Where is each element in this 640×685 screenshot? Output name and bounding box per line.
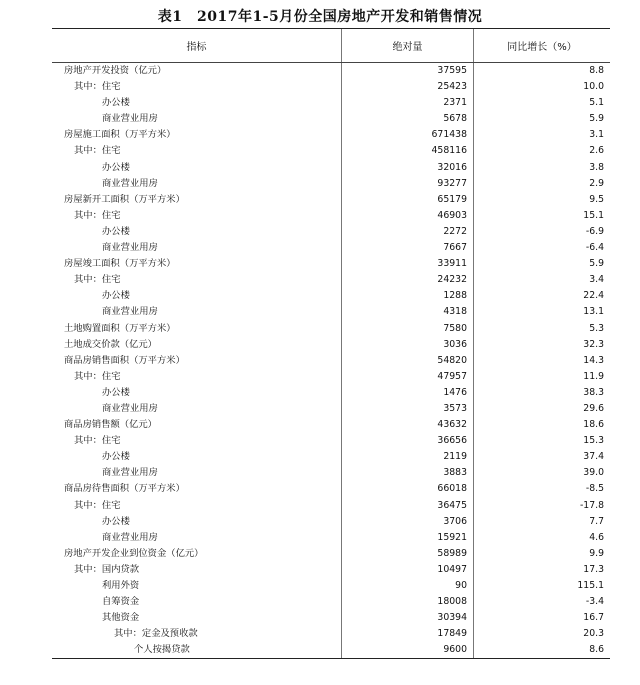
table-row bbox=[52, 127, 610, 143]
row-absolute-value: 17849 bbox=[342, 626, 474, 642]
table-row bbox=[52, 642, 610, 658]
header-growth: 同比增长（%） bbox=[507, 42, 577, 53]
table-row bbox=[52, 514, 610, 530]
row-label: 房屋竣工面积（万平方米） bbox=[52, 256, 342, 272]
row-growth-value: -17.8 bbox=[579, 499, 604, 511]
row-label: 其中：住宅 bbox=[52, 272, 342, 288]
row-label: 其中：定金及预收款 bbox=[52, 626, 342, 642]
row-growth-value: 8.8 bbox=[589, 65, 604, 76]
row-growth-value: 15.1 bbox=[583, 209, 604, 221]
row-growth-value: 20.3 bbox=[583, 628, 604, 640]
row-absolute-value: 458116 bbox=[342, 143, 474, 159]
row-label: 商业营业用房 bbox=[52, 401, 342, 417]
row-growth-value: 10.0 bbox=[583, 81, 604, 93]
row-absolute-value: 5678 bbox=[342, 111, 474, 127]
row-label: 商业营业用房 bbox=[52, 465, 342, 481]
table-row bbox=[52, 626, 610, 642]
row-label: 利用外资 bbox=[52, 578, 342, 594]
row-absolute-value: 58989 bbox=[342, 546, 474, 562]
row-label: 土地购置面积（万平方米） bbox=[52, 321, 342, 337]
row-absolute-value: 36475 bbox=[342, 498, 474, 514]
row-growth-value: 3.1 bbox=[589, 129, 604, 141]
row-growth-value: -8.5 bbox=[585, 483, 604, 495]
row-absolute-value: 3706 bbox=[342, 514, 474, 530]
table-row bbox=[52, 353, 610, 369]
row-label: 商业营业用房 bbox=[52, 176, 342, 192]
row-label: 办公楼 bbox=[52, 160, 342, 176]
table-row bbox=[52, 288, 610, 304]
table-row bbox=[52, 111, 610, 127]
table-row bbox=[52, 79, 610, 95]
table-row bbox=[52, 95, 610, 111]
row-absolute-value: 37595 bbox=[342, 63, 474, 79]
row-growth-value: 37.4 bbox=[583, 451, 604, 463]
row-label: 房屋新开工面积（万平方米） bbox=[52, 192, 342, 208]
row-absolute-value: 671438 bbox=[342, 127, 474, 143]
row-absolute-value: 43632 bbox=[342, 417, 474, 433]
row-label: 其中：住宅 bbox=[52, 79, 342, 95]
table-row bbox=[52, 63, 610, 79]
table-row bbox=[52, 272, 610, 288]
row-label: 其他资金 bbox=[52, 610, 342, 626]
row-growth-value: 16.7 bbox=[583, 612, 604, 624]
row-growth-value: 22.4 bbox=[583, 290, 604, 302]
row-label: 办公楼 bbox=[52, 449, 342, 465]
table-row bbox=[52, 369, 610, 385]
row-absolute-value: 47957 bbox=[342, 369, 474, 385]
row-growth-value: 3.4 bbox=[589, 274, 604, 286]
row-growth-value: 39.0 bbox=[583, 467, 604, 479]
row-absolute-value: 66018 bbox=[342, 481, 474, 497]
row-absolute-value: 65179 bbox=[342, 192, 474, 208]
table-row bbox=[52, 176, 610, 192]
row-growth-value: 9.5 bbox=[589, 193, 604, 205]
table-row bbox=[52, 321, 610, 337]
row-label: 个人按揭贷款 bbox=[52, 642, 342, 658]
table-row bbox=[52, 449, 610, 465]
row-absolute-value: 18008 bbox=[342, 594, 474, 610]
row-label: 办公楼 bbox=[52, 224, 342, 240]
row-growth-value: 17.3 bbox=[583, 563, 604, 575]
row-growth-value: 5.9 bbox=[589, 113, 604, 125]
row-absolute-value: 3883 bbox=[342, 465, 474, 481]
row-growth-value: 38.3 bbox=[583, 386, 604, 398]
table-row bbox=[52, 385, 610, 401]
table-row bbox=[52, 610, 610, 626]
row-growth-value: 2.9 bbox=[589, 177, 604, 189]
table-row bbox=[52, 304, 610, 320]
row-label: 商品房待售面积（万平方米） bbox=[52, 481, 342, 497]
table-title: 表1 2017年1-5月份全国房地产开发和销售情况 bbox=[157, 9, 483, 25]
row-growth-value: 5.3 bbox=[589, 322, 604, 334]
row-label: 商品房销售额（亿元） bbox=[52, 417, 342, 433]
table-row bbox=[52, 530, 610, 546]
row-absolute-value: 54820 bbox=[342, 353, 474, 369]
row-growth-value: 11.9 bbox=[583, 370, 604, 382]
row-growth-value: 15.3 bbox=[583, 435, 604, 447]
data-table bbox=[52, 28, 610, 659]
table-row bbox=[52, 594, 610, 610]
row-label: 商业营业用房 bbox=[52, 530, 342, 546]
table-row bbox=[52, 481, 610, 497]
row-absolute-value: 7580 bbox=[342, 321, 474, 337]
row-absolute-value: 2371 bbox=[342, 95, 474, 111]
table-row bbox=[52, 208, 610, 224]
table-row bbox=[52, 256, 610, 272]
row-label: 商业营业用房 bbox=[52, 240, 342, 256]
header-indicator: 指标 bbox=[52, 29, 342, 62]
row-label: 自筹资金 bbox=[52, 594, 342, 610]
row-label: 办公楼 bbox=[52, 514, 342, 530]
row-growth-value: 3.8 bbox=[589, 161, 604, 173]
row-growth-value: 4.6 bbox=[589, 531, 604, 543]
table-row bbox=[52, 562, 610, 578]
row-growth-value: -6.9 bbox=[585, 225, 604, 237]
table-row bbox=[52, 433, 610, 449]
row-absolute-value: 2119 bbox=[342, 449, 474, 465]
row-absolute-value: 15921 bbox=[342, 530, 474, 546]
row-absolute-value: 93277 bbox=[342, 176, 474, 192]
table-row bbox=[52, 417, 610, 433]
table-row bbox=[52, 337, 610, 353]
header-absolute: 绝对量 bbox=[342, 29, 474, 62]
row-growth-value: 32.3 bbox=[583, 338, 604, 350]
row-label: 商品房销售面积（万平方米） bbox=[52, 353, 342, 369]
row-absolute-value: 32016 bbox=[342, 160, 474, 176]
row-absolute-value: 7667 bbox=[342, 240, 474, 256]
table-body bbox=[52, 63, 610, 658]
row-label: 商业营业用房 bbox=[52, 111, 342, 127]
row-label: 办公楼 bbox=[52, 95, 342, 111]
row-label: 房地产开发投资（亿元） bbox=[52, 63, 342, 79]
row-absolute-value: 2272 bbox=[342, 224, 474, 240]
row-absolute-value: 3573 bbox=[342, 401, 474, 417]
row-absolute-value: 4318 bbox=[342, 304, 474, 320]
table-row bbox=[52, 192, 610, 208]
row-label: 办公楼 bbox=[52, 385, 342, 401]
row-growth-value: -6.4 bbox=[585, 242, 604, 254]
table-row bbox=[52, 160, 610, 176]
table-row bbox=[52, 578, 610, 594]
table-row bbox=[52, 546, 610, 562]
row-label: 其中：住宅 bbox=[52, 143, 342, 159]
row-absolute-value: 33911 bbox=[342, 256, 474, 272]
row-label: 其中：住宅 bbox=[52, 208, 342, 224]
row-growth-value: 5.9 bbox=[589, 258, 604, 270]
row-absolute-value: 90 bbox=[342, 578, 474, 594]
row-label: 其中：住宅 bbox=[52, 433, 342, 449]
row-absolute-value: 25423 bbox=[342, 79, 474, 95]
row-absolute-value: 9600 bbox=[342, 642, 474, 658]
row-growth-value: -3.4 bbox=[585, 596, 604, 608]
row-label: 其中：住宅 bbox=[52, 369, 342, 385]
row-label: 办公楼 bbox=[52, 288, 342, 304]
table-row bbox=[52, 498, 610, 514]
row-label: 其中：国内贷款 bbox=[52, 562, 342, 578]
table-row bbox=[52, 143, 610, 159]
table-row bbox=[52, 465, 610, 481]
row-growth-value: 5.1 bbox=[589, 97, 604, 109]
row-absolute-value: 1476 bbox=[342, 385, 474, 401]
row-growth-value: 29.6 bbox=[583, 402, 604, 414]
table-header bbox=[52, 29, 610, 63]
table-row bbox=[52, 224, 610, 240]
table-row bbox=[52, 240, 610, 256]
row-absolute-value: 46903 bbox=[342, 208, 474, 224]
row-label: 其中：住宅 bbox=[52, 498, 342, 514]
table-row bbox=[52, 401, 610, 417]
row-absolute-value: 30394 bbox=[342, 610, 474, 626]
row-growth-value: 8.6 bbox=[589, 644, 604, 656]
row-growth-value: 115.1 bbox=[577, 580, 604, 591]
row-absolute-value: 36656 bbox=[342, 433, 474, 449]
row-absolute-value: 3036 bbox=[342, 337, 474, 353]
row-growth-value: 18.6 bbox=[583, 419, 604, 431]
row-absolute-value: 1288 bbox=[342, 288, 474, 304]
row-growth-value: 9.9 bbox=[589, 547, 604, 559]
row-label: 房屋施工面积（万平方米） bbox=[52, 127, 342, 143]
row-label: 房地产开发企业到位资金（亿元） bbox=[52, 546, 342, 562]
row-growth-value: 13.1 bbox=[583, 306, 604, 318]
row-absolute-value: 24232 bbox=[342, 272, 474, 288]
row-growth-value: 14.3 bbox=[583, 354, 604, 366]
row-growth-value: 2.6 bbox=[589, 145, 604, 157]
row-absolute-value: 10497 bbox=[342, 562, 474, 578]
row-label: 商业营业用房 bbox=[52, 304, 342, 320]
row-label: 土地成交价款（亿元） bbox=[52, 337, 342, 353]
row-growth-value: 7.7 bbox=[589, 515, 604, 527]
